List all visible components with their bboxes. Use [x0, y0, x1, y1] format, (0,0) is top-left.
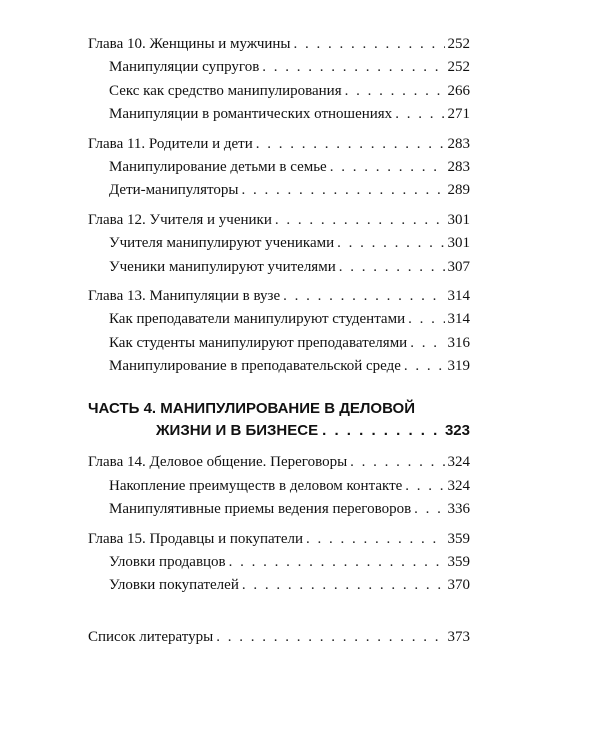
- item-page: 271: [447, 106, 470, 123]
- item-title: Уловки продавцов: [109, 554, 226, 571]
- chapter-title: Глава 10. Женщины и мужчины: [88, 36, 291, 52]
- toc-bibliography[interactable]: [88, 629, 470, 652]
- item-page: 301: [447, 235, 470, 252]
- chapter-page: 252: [447, 36, 470, 52]
- chapter-title: Глава 15. Продавцы и покупатели: [88, 530, 304, 547]
- table-of-contents: [88, 36, 470, 652]
- item-page: 266: [447, 82, 470, 99]
- toc-item[interactable]: [88, 259, 470, 282]
- toc-chapter-12[interactable]: [88, 212, 470, 235]
- item-page: 283: [447, 158, 470, 175]
- item-page: 324: [447, 477, 470, 494]
- bibliography-title: Список литературы: [88, 628, 214, 645]
- item-title: Манипулирование детьми в семье: [109, 158, 327, 175]
- toc-chapter-13[interactable]: [88, 288, 470, 311]
- toc-item[interactable]: [88, 182, 470, 205]
- item-title: Учителя манипулируют учениками: [109, 235, 335, 252]
- chapter-title: Глава 14. Деловое общение. Переговоры: [88, 454, 348, 471]
- toc-chapter-11[interactable]: [88, 136, 470, 159]
- bibliography-page: 373: [447, 628, 470, 645]
- toc-item[interactable]: [88, 478, 470, 501]
- toc-item[interactable]: [88, 554, 470, 577]
- toc-item[interactable]: [88, 235, 470, 258]
- chapter-title: Глава 11. Родители и дети: [88, 135, 253, 152]
- chapter-page: 359: [447, 530, 470, 547]
- item-title: Как преподаватели манипулируют студентами: [109, 311, 406, 328]
- toc-item[interactable]: [88, 59, 470, 82]
- toc-item[interactable]: [88, 577, 470, 600]
- toc-chapter-10[interactable]: [88, 36, 470, 59]
- item-title: Ученики манипулируют учителями: [109, 258, 336, 275]
- chapter-page: 283: [447, 135, 470, 152]
- toc-item[interactable]: [88, 159, 470, 182]
- item-page: 252: [447, 59, 470, 76]
- toc-chapter-15[interactable]: [88, 531, 470, 554]
- item-title: Дети-манипуляторы: [109, 182, 239, 199]
- item-page: 336: [447, 501, 470, 518]
- item-page: 314: [447, 311, 470, 328]
- part-title-line1: ЧАСТЬ 4. МАНИПУЛИРОВАНИЕ В ДЕЛОВОЙ: [88, 400, 416, 418]
- item-title: Манипуляции в романтических отношениях: [109, 106, 393, 123]
- toc-item[interactable]: [88, 335, 470, 358]
- toc-item[interactable]: [88, 106, 470, 129]
- chapter-page: 324: [447, 454, 470, 471]
- item-title: Манипуляции супругов: [109, 59, 260, 76]
- toc-item[interactable]: [88, 83, 470, 106]
- item-page: 307: [447, 258, 470, 275]
- toc-item[interactable]: [88, 358, 470, 381]
- toc-item[interactable]: [88, 501, 470, 524]
- part-page: 323: [444, 422, 470, 440]
- item-title: Секс как средство манипулирования: [109, 82, 342, 99]
- toc-chapter-14[interactable]: [88, 454, 470, 477]
- item-page: 370: [447, 577, 470, 594]
- chapter-page: 314: [447, 287, 470, 304]
- chapter-title: Глава 13. Манипуляции в вузе: [88, 287, 281, 304]
- item-title: Уловки покупателей: [109, 577, 239, 594]
- chapter-page: 301: [447, 211, 470, 228]
- item-page: 319: [447, 358, 470, 375]
- item-page: 359: [447, 554, 470, 571]
- item-title: Манипулирование в преподавательской среде: [109, 358, 401, 375]
- item-page: 289: [447, 182, 470, 199]
- toc-item[interactable]: [88, 311, 470, 334]
- item-title: Манипулятивные приемы ведения переговоров: [109, 501, 412, 518]
- toc-part-4[interactable]: [88, 398, 470, 442]
- chapter-title: Глава 12. Учителя и ученики: [88, 211, 272, 228]
- item-title: Как студенты манипулируют преподавателями: [109, 334, 408, 351]
- part-title-line2: ЖИЗНИ И В БИЗНЕСЕ: [156, 422, 319, 440]
- item-title: Накопление преимуществ в деловом контакте: [109, 477, 403, 494]
- item-page: 316: [447, 334, 470, 351]
